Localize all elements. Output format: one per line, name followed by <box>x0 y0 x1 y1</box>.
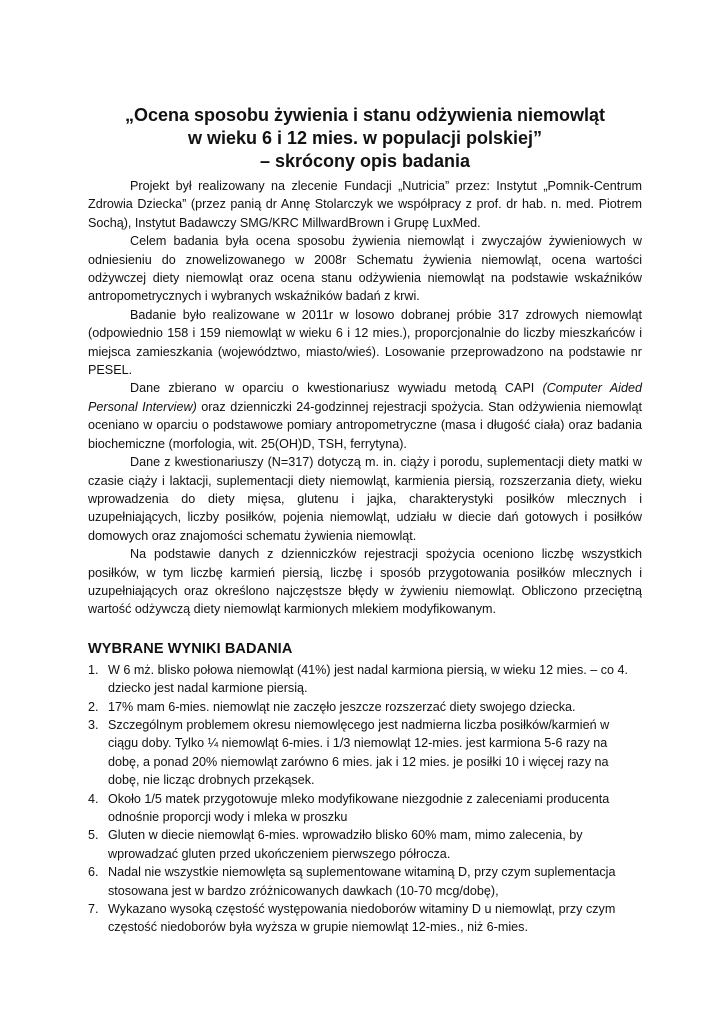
list-text: Gluten w diecie niemowląt 6-mies. wprowadziło blisko 60% mam, mimo zalecenia, by wprowadzać gluten przed ukończeniem pierwszego półrocza. <box>108 828 583 861</box>
list-number: 3. <box>88 717 99 732</box>
list-item <box>88 900 642 937</box>
method-text-end: oraz dzienniczki 24-godzinnej rejestracji spożycia. Stan odżywienia niemowląt oceniano w oparciu o podstawowe pomiary antropometryczne (masa i długość ciała) oraz badania biochemiczne (morfologia, wit. 25(OH)D, TSH, ferrytyna). <box>88 399 642 451</box>
list-item <box>88 790 642 827</box>
list-number: 4. <box>88 791 99 806</box>
results-list <box>88 661 642 937</box>
list-text: Około 1/5 matek przygotowuje mleko modyfikowane niezgodnie z zaleceniami producenta odnośnie proporcji wody i mleka w proszku <box>108 791 610 824</box>
paragraph-project: Projekt był realizowany na zlecenie Fundacji „Nutricia” przez: Instytut „Pomnik-Centrum Zdrowia Dziecka” (przez panią dr Annę Stolarczyk we współpracy z prof. dr hab. n. med. Piotrem Sochą), Instytut Badawczy SMG/KRC MillwardBrown i Grupę LuxMed. <box>88 179 642 230</box>
title-line-1: „Ocena sposobu żywienia i stanu odżywienia niemowląt <box>124 105 606 125</box>
results-heading: WYBRANE WYNIKI BADANIA <box>88 640 293 657</box>
list-number: 1. <box>88 662 99 677</box>
title-line-2: w wieku 6 i 12 mies. w populacji polskiej” <box>187 128 543 148</box>
list-text: W 6 mż. blisko połowa niemowląt (41%) jest nadal karmiona piersią, w wieku 12 mies. – co 4. dziecko jest nadal karmione piersią. <box>108 662 629 696</box>
paragraph-diary: Na podstawie danych z dzienniczków rejestracji spożycia oceniono liczbę wszystkich posiłków, w tym liczbę karmień piersią, liczbę i sposób przygotowania posiłków mlecznych i uzupełniających oraz określono najczęstsze błędy w żywieniu niemowląt. Obliczono przeciętną wartość odżywczą diety niemowląt karmionych mlekiem modyfikowanym. <box>88 547 642 617</box>
document-title <box>88 104 642 173</box>
title-line-3: – skrócony opis badania <box>259 151 471 171</box>
list-item <box>88 661 642 698</box>
method-text-italic: (Computer Aided Personal Interview) <box>88 381 642 414</box>
list-text: Nadal nie wszystkie niemowlęta są suplementowane witaminą D, przy czym suplementacja stosowana jest w bardzo zróżnicowanych dawkach (10-70 mcg/dobę), <box>108 865 616 898</box>
paragraph-questionnaire: Dane z kwestionariuszy (N=317) dotyczą m. in. ciąży i porodu, suplementacji diety matki w czasie ciąży i laktacji, suplementacji diety niemowląt, karmienia piersią, rozszerzania diety, wieku wprowadzenia do diety mięsa, glutenu i jajka, charakterystyki posiłków mlecznych i uzupełniających, liczby posiłków, pojenia niemowląt, udziału w diecie dań gotowych i posiłków domowych oraz znajomości schematu żywienia niemowląt. <box>88 455 642 543</box>
list-item <box>88 826 642 863</box>
paragraph-goal: Celem badania była ocena sposobu żywienia niemowląt i zwyczajów żywieniowych w odniesieniu do znowelizowanego w 2008r Schematu żywienia niemowląt, ocena wartości odżywczej diety niemowląt oraz ocena stanu odżywienia niemowląt na podstawie wskaźników antropometrycznych i wybranych wskaźników badań z krwi. <box>88 234 642 304</box>
list-number: 7. <box>88 902 99 917</box>
list-number: 2. <box>88 699 99 714</box>
list-text: 17% mam 6-mies. niemowląt nie zaczęło jeszcze rozszerzać diety swojego dziecka. <box>108 699 576 714</box>
document-page <box>88 104 642 937</box>
list-text: Szczególnym problemem okresu niemowlęcego jest nadmierna liczba posiłków/karmień w ciągu doby. Tylko ¼ niemowląt 6-mies. i 1/3 niemowląt 12-mies. jest karmiona 5-6 razy na dobę, a ponad 20% niemowląt zarówno 6 mies. jak i 12 mies. je posiłki 10 i więcej razy na dobę, nie licząc drobnych przekąsek. <box>108 717 610 788</box>
list-number: 6. <box>88 865 99 880</box>
list-item <box>88 863 642 900</box>
list-item <box>88 698 642 716</box>
list-item <box>88 716 642 790</box>
paragraph-method <box>88 379 642 453</box>
list-text: Wykazano wysoką częstość występowania niedoborów witaminy D u niemowląt, przy czym częstość niedoborów była wyższa w grupie niemowląt 12-mies., niż 6-mies. <box>108 902 616 935</box>
paragraph-sample: Badanie było realizowane w 2011r w losowo dobranej próbie 317 zdrowych niemowląt (odpowiednio 158 i 159 niemowląt w wieku 6 i 12 mies.), proporcjonalnie do liczby mieszkańców i miejsca zamieszkania (województwo, miasto/wieś). Losowanie przeprowadzono na podstawie nr PESEL. <box>88 307 642 378</box>
list-number: 5. <box>88 828 99 843</box>
method-text-start: Dane zbierano w oparciu o kwestionariusz wywiadu metodą CAPI <box>130 381 543 396</box>
